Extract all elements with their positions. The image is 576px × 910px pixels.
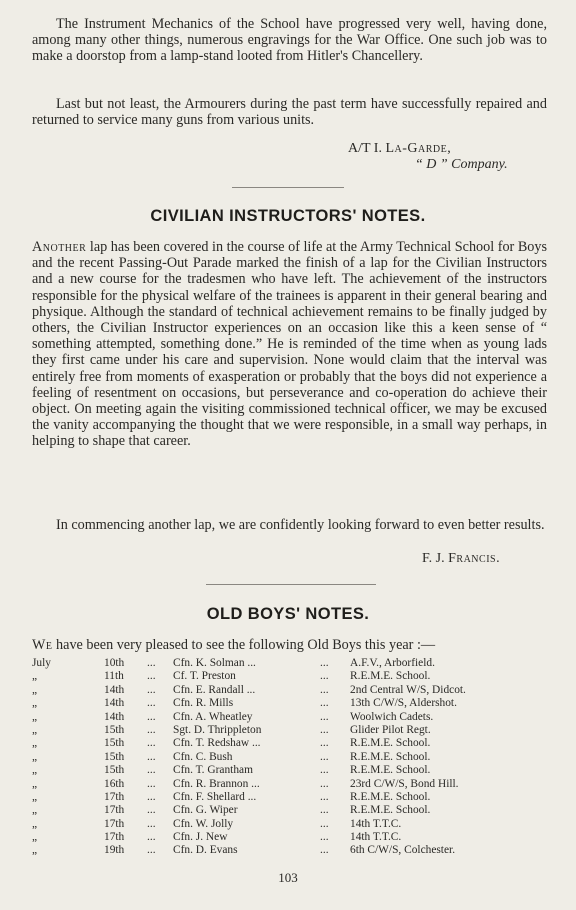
visitor-name: Sgt. D. Thrippleton	[173, 723, 262, 736]
visitor-name: Cfn. J. New	[173, 831, 228, 844]
visitor-name: Cfn. G. Wiper	[173, 804, 238, 817]
armourers-paragraph: Last but not least, the Armourers during the past term have successfully repaired and returned to service many guns from various units.	[32, 96, 547, 129]
leader-dots: ...	[320, 697, 329, 710]
visitor-unit: Woolwich Cadets.	[350, 710, 434, 723]
intro-text: have been very pleased to see the following Old Boys this year :—	[52, 637, 436, 653]
visitor-unit: 2nd Central W/S, Didcot.	[350, 683, 466, 696]
visitor-name: Cfn. T. Grantham	[173, 764, 253, 777]
civilian-notes-paragraph	[32, 239, 547, 450]
leader-dots: ...	[320, 657, 329, 669]
lead-word: We	[32, 637, 53, 653]
visit-month: „	[32, 670, 38, 683]
leader-dots: ...	[320, 764, 329, 777]
visit-month: „	[32, 737, 38, 750]
visit-day: 15th	[104, 750, 125, 763]
visit-month: „	[32, 817, 38, 830]
visitor-unit: R.E.M.E. School.	[350, 670, 431, 683]
visit-day: 10th	[104, 657, 125, 669]
visit-month: „	[32, 790, 38, 803]
list-item	[32, 831, 552, 844]
leader-dots: ...	[147, 844, 156, 857]
visitor-unit: R.E.M.E. School.	[350, 790, 431, 803]
list-item	[32, 684, 552, 697]
leader-dots: ...	[147, 764, 156, 777]
visit-month: „	[32, 804, 38, 817]
visitor-name: Cf. T. Preston	[173, 670, 236, 683]
list-item	[32, 724, 552, 737]
visitor-unit: R.E.M.E. School.	[350, 804, 431, 817]
visit-day: 17th	[104, 817, 125, 830]
section-divider	[206, 584, 376, 585]
visitor-unit: Glider Pilot Regt.	[350, 723, 431, 736]
old-boys-intro	[32, 637, 552, 653]
leader-dots: ...	[147, 750, 156, 763]
signature-prefix: A/T I.	[348, 141, 382, 156]
leader-dots: ...	[147, 723, 156, 736]
leader-dots: ...	[147, 790, 156, 803]
signature-name: La-Garde,	[385, 141, 452, 156]
visit-month: „	[32, 710, 38, 723]
visitor-name: Cfn. F. Shellard ...	[173, 790, 257, 803]
leader-dots: ...	[320, 817, 329, 830]
visitor-unit: R.E.M.E. School.	[350, 764, 431, 777]
visitor-unit: R.E.M.E. School.	[350, 750, 431, 763]
visit-day: 14th	[104, 697, 125, 710]
leader-dots: ...	[320, 723, 329, 736]
leader-dots: ...	[147, 777, 156, 790]
visitor-name: Cfn. A. Wheatley	[173, 710, 253, 723]
leader-dots: ...	[320, 804, 329, 817]
visitor-unit: 13th C/W/S, Aldershot.	[350, 697, 457, 710]
old-boys-list	[32, 657, 552, 858]
leader-dots: ...	[147, 670, 156, 683]
visitor-unit: 6th C/W/S, Colchester.	[350, 844, 456, 857]
la-garde-signature	[348, 141, 451, 157]
section-divider	[232, 187, 344, 188]
visitor-unit: 14th T.T.C.	[350, 831, 402, 844]
visit-month: „	[32, 844, 38, 857]
visit-month: „	[32, 764, 38, 777]
old-boys-heading: OLD BOYS' NOTES.	[206, 605, 370, 623]
visit-month: „	[32, 683, 38, 696]
visit-month: „	[32, 750, 38, 763]
leader-dots: ...	[320, 844, 329, 857]
company-label: “ D ” Company.	[415, 157, 508, 172]
leader-dots: ...	[147, 831, 156, 844]
leader-dots: ...	[147, 657, 156, 669]
visitor-unit: 14th T.T.C.	[350, 817, 402, 830]
list-item	[32, 818, 552, 831]
visitor-name: Cfn. R. Brannon ...	[173, 777, 260, 790]
visit-day: 15th	[104, 764, 125, 777]
visit-month: „	[32, 831, 38, 844]
list-item	[32, 751, 552, 764]
leader-dots: ...	[320, 683, 329, 696]
list-item	[32, 778, 552, 791]
visit-day: 14th	[104, 710, 125, 723]
leader-dots: ...	[147, 683, 156, 696]
visitor-name: Cfn. K. Solman ...	[173, 657, 256, 669]
visit-day: 15th	[104, 737, 125, 750]
leader-dots: ...	[147, 697, 156, 710]
visit-day: 11th	[104, 670, 124, 683]
visit-day: 14th	[104, 683, 125, 696]
visit-day: 15th	[104, 723, 125, 736]
visit-day: 17th	[104, 831, 125, 844]
list-item	[32, 657, 552, 670]
visitor-name: Cfn. T. Redshaw ...	[173, 737, 261, 750]
civilian-closing-paragraph: In commencing another lap, we are confidently looking forward to even better results.	[56, 517, 545, 533]
visitor-name: Cfn. R. Mills	[173, 697, 234, 710]
civilian-instructors-heading: CIVILIAN INSTRUCTORS' NOTES.	[150, 207, 426, 225]
visitor-unit: R.E.M.E. School.	[350, 737, 431, 750]
leader-dots: ...	[320, 790, 329, 803]
visit-day: 17th	[104, 790, 125, 803]
visitor-name: Cfn. W. Jolly	[173, 817, 234, 830]
leader-dots: ...	[147, 804, 156, 817]
visitor-unit: 23rd C/W/S, Bond Hill.	[350, 777, 459, 790]
lead-word: Another	[32, 239, 87, 255]
list-item	[32, 791, 552, 804]
list-item	[32, 804, 552, 817]
list-item	[32, 844, 552, 857]
leader-dots: ...	[320, 710, 329, 723]
visit-day: 19th	[104, 844, 125, 857]
leader-dots: ...	[320, 750, 329, 763]
list-item	[32, 670, 552, 683]
list-item	[32, 737, 552, 750]
visit-month: „	[32, 777, 38, 790]
visit-month: July	[32, 657, 51, 669]
visitor-name: Cfn. E. Randall ...	[173, 683, 256, 696]
leader-dots: ...	[147, 737, 156, 750]
leader-dots: ...	[147, 710, 156, 723]
signature-name: Francis.	[448, 551, 501, 566]
signature-prefix: F. J.	[422, 551, 445, 566]
visit-month: „	[32, 723, 38, 736]
visit-day: 16th	[104, 777, 125, 790]
page-number: 103	[278, 870, 298, 885]
visitor-unit: A.F.V., Arborfield.	[350, 657, 435, 669]
instrument-mechanics-paragraph: The Instrument Mechanics of the School have progressed very well, having done, among many other things, numerous engravings for the War Office. One such job was to make a doorstop from a lamp-stand looted from Hitler's Chancellery.	[32, 16, 547, 65]
visitor-name: Cfn. C. Bush	[173, 750, 233, 763]
leader-dots: ...	[320, 831, 329, 844]
paragraph-text: lap has been covered in the course of life at the Army Technical School for Boys and the recent Passing-Out Parade marked the finish of a lap for the Civilian Instructors and a new course for the tradesmen who have left. The achievement of the instructors responsible for the physical welfare of the trainees is apparent in their general bearing and physique. Although the standard of technical achievement remains to be finally judged by others, the Civilian Instructor experiences on an occasion like this a keen sense of “ something attempted, something done.” He is reminded of the time when as young lads they first came under his care and supervision. None would claim that the interval was entirely free from moments of exasperation or probably that the boys did not experience a feeling of resentment on occasions, but perseverance and co-operation do achieve their object. On meeting again the visiting commissioned technical officer, we may be excused the vanity accompanying the thought that we were responsible, in a small way perhaps, in helping to shape that career.	[32, 239, 547, 450]
francis-signature	[422, 551, 500, 567]
visitor-name: Cfn. D. Evans	[173, 844, 238, 857]
list-item	[32, 764, 552, 777]
visit-day: 17th	[104, 804, 125, 817]
leader-dots: ...	[320, 737, 329, 750]
visit-month: „	[32, 697, 38, 710]
leader-dots: ...	[320, 670, 329, 683]
list-item	[32, 697, 552, 710]
list-item	[32, 711, 552, 724]
leader-dots: ...	[147, 817, 156, 830]
leader-dots: ...	[320, 777, 329, 790]
